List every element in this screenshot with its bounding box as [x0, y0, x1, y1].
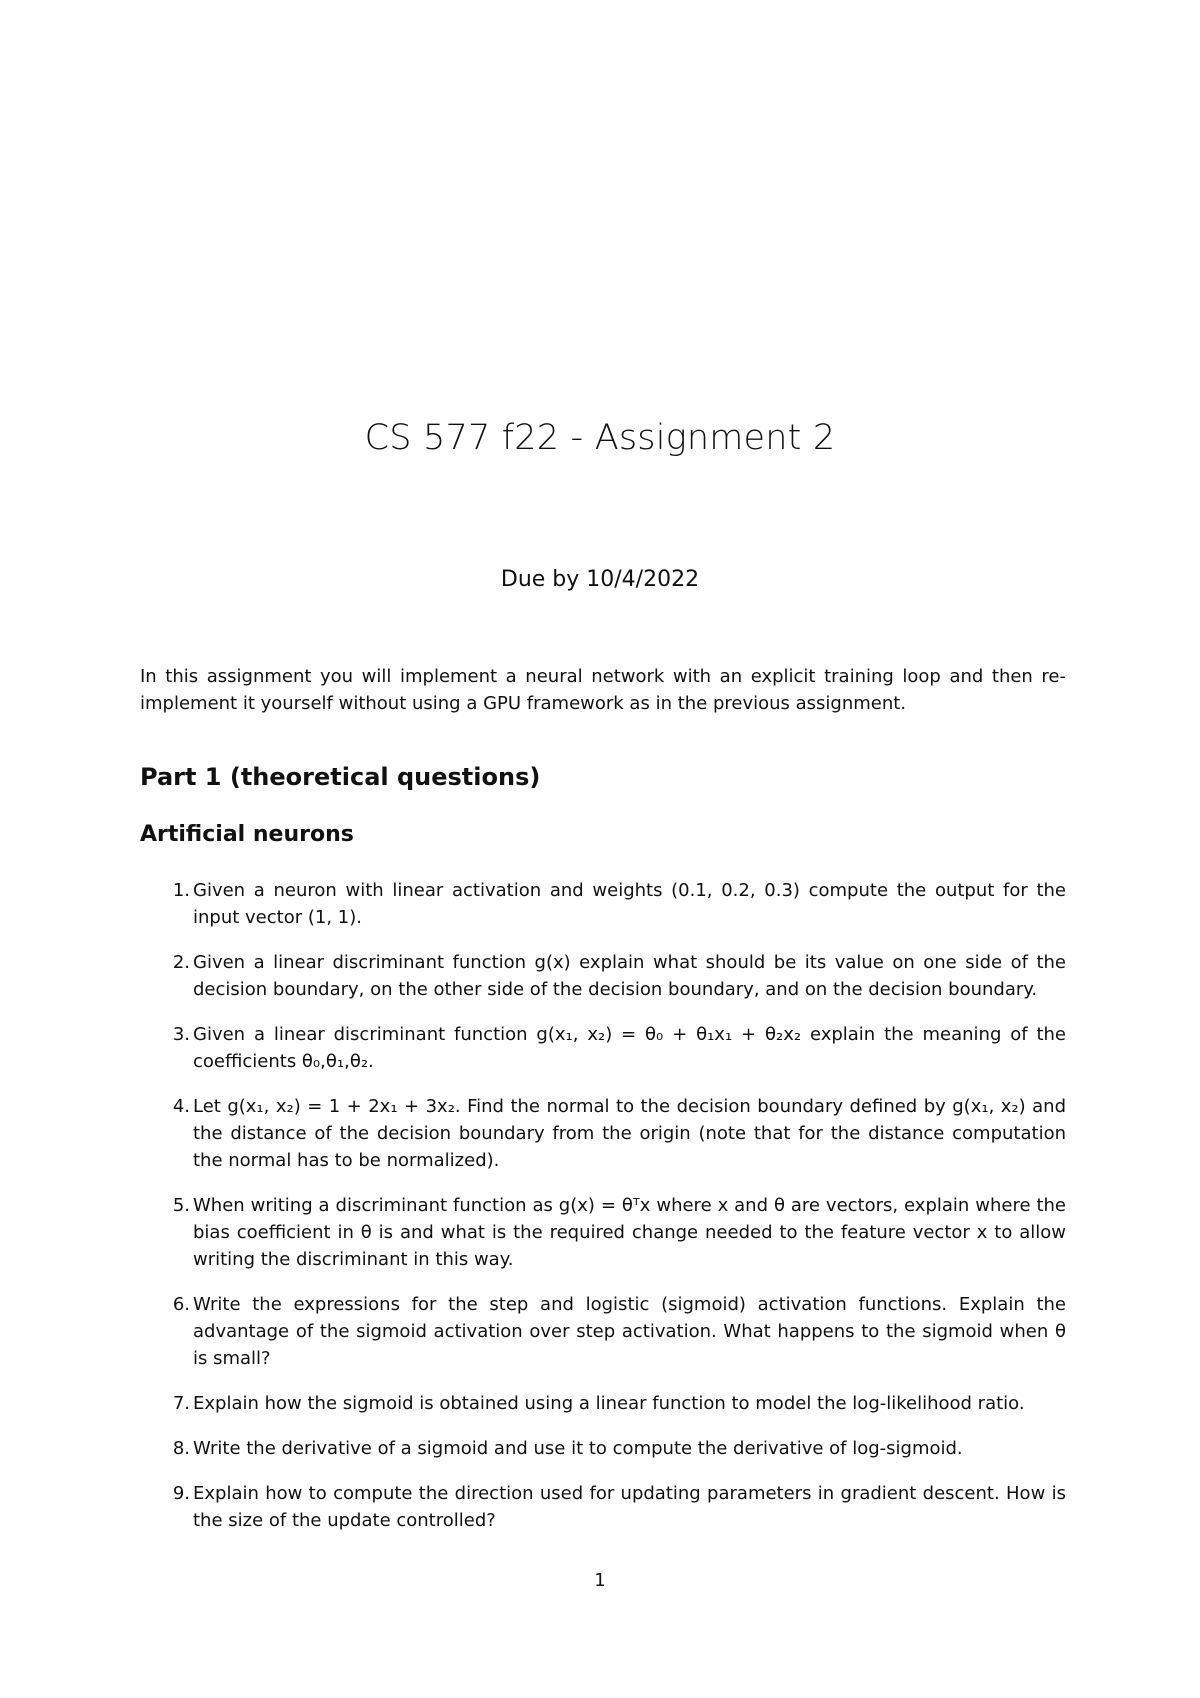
question-item	[140, 949, 1066, 1003]
part-heading: Part 1 (theoretical questions)	[140, 763, 541, 791]
question-number: 4.	[172, 1096, 190, 1117]
question-text: Write the derivative of a sigmoid and use it to compute the derivative of log-sigmoid.	[193, 1438, 963, 1459]
question-text: Given a neuron with linear activation and weights (0.1, 0.2, 0.3) compute the output for the input vector (1, 1).	[193, 880, 1066, 928]
question-text: Given a linear discriminant function g(x₁, x₂) = θ₀ + θ₁x₁ + θ₂x₂ explain the meaning of the coefficients θ₀,θ₁,θ₂.	[193, 1024, 1066, 1072]
question-item	[140, 1435, 1066, 1462]
question-item	[140, 1192, 1066, 1273]
question-number: 1.	[172, 880, 190, 901]
question-item	[140, 1291, 1066, 1372]
section-heading: Artificial neurons	[140, 822, 354, 847]
due-date: Due by 10/4/2022	[500, 567, 700, 592]
question-item	[140, 1021, 1066, 1075]
question-number: 6.	[172, 1294, 190, 1315]
question-item	[140, 1093, 1066, 1174]
question-number: 3.	[172, 1024, 190, 1045]
question-list	[140, 877, 1066, 1552]
document-title: CS 577 f22 - Assignment 2	[364, 418, 836, 458]
page-number: 1	[594, 1570, 606, 1591]
question-text: Given a linear discriminant function g(x) explain what should be its value on one side of the decision boundary, on the other side of the decision boundary, and on the decision boundary.	[193, 952, 1066, 1000]
question-text: Explain how to compute the direction used for updating parameters in gradient descent. How is the size of the update controlled?	[193, 1483, 1066, 1531]
question-item	[140, 1480, 1066, 1534]
question-text: Explain how the sigmoid is obtained using a linear function to model the log-likelihood ratio.	[193, 1393, 1025, 1414]
question-text: Let g(x₁, x₂) = 1 + 2x₁ + 3x₂. Find the normal to the decision boundary defined by g(x₁, x₂) and the distance of the decision boundary from the origin (note that for the distance computation the normal has to be normalized).	[193, 1096, 1066, 1171]
question-number: 9.	[172, 1483, 190, 1504]
question-number: 7.	[172, 1393, 190, 1414]
question-text: When writing a discriminant function as g(x) = θᵀx where x and θ are vectors, explain where the bias coefficient in θ is and what is the required change needed to the feature vector x to allow writing the discriminant in this way.	[193, 1195, 1066, 1270]
question-number: 2.	[172, 952, 190, 973]
question-number: 8.	[172, 1438, 190, 1459]
question-item	[140, 877, 1066, 931]
question-text: Write the expressions for the step and logistic (sigmoid) activation functions. Explain the advantage of the sigmoid activation over step activation. What happens to the sigmoid when θ is small?	[193, 1294, 1066, 1369]
intro-paragraph: In this assignment you will implement a neural network with an explicit training loop and then re-implement it yourself without using a GPU framework as in the previous assignment.	[140, 666, 1066, 714]
question-item	[140, 1390, 1066, 1417]
question-number: 5.	[172, 1195, 190, 1216]
